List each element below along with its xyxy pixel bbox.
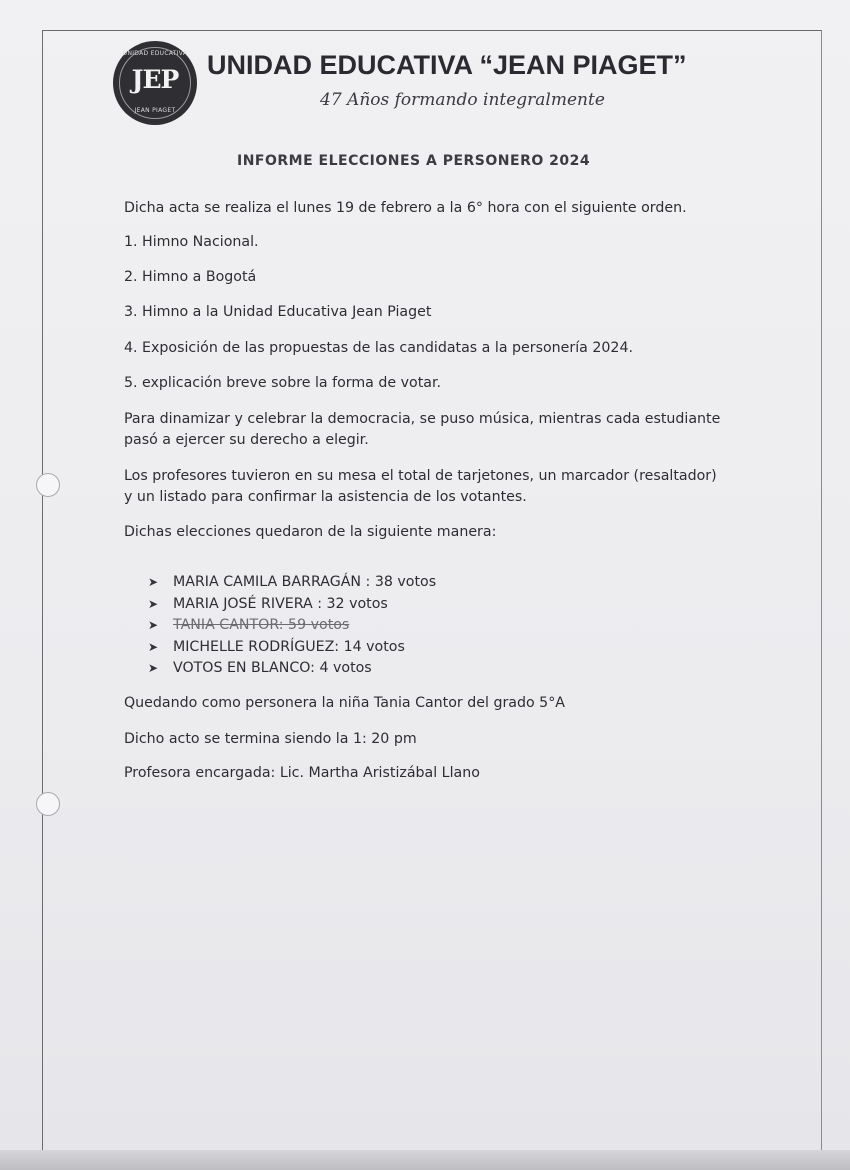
punch-hole bbox=[36, 473, 60, 497]
result-item-struck bbox=[148, 615, 436, 637]
music-paragraph-line-2: pasó a ejercer su derecho a elegir. bbox=[124, 432, 369, 448]
agenda-item: 3. Himno a la Unidad Educativa Jean Piaget bbox=[124, 304, 432, 320]
results-list bbox=[148, 572, 436, 680]
school-name: UNIDAD EDUCATIVA “JEAN PIAGET” bbox=[207, 50, 687, 80]
school-tagline: 47 Años formando integralmente bbox=[320, 90, 605, 110]
agenda-item: 5. explicación breve sobre la forma de votar. bbox=[124, 375, 441, 391]
arrow-icon: ➤ bbox=[148, 639, 159, 654]
arrow-icon: ➤ bbox=[148, 596, 159, 611]
result-item bbox=[148, 594, 436, 616]
arrow-icon: ➤ bbox=[148, 661, 159, 675]
intro-paragraph: Dicha acta se realiza el lunes 19 de febrero a la 6° hora con el siguiente orden. bbox=[124, 200, 687, 216]
signature-line: Profesora encargada: Lic. Martha Aristizábal Llano bbox=[124, 765, 480, 781]
result-label: MICHELLE RODRÍGUEZ: 14 votos bbox=[173, 638, 405, 655]
scan-edge bbox=[0, 1150, 850, 1170]
teachers-paragraph-line-1: Los profesores tuvieron en su mesa el total de tarjetones, un marcador (resaltador) bbox=[124, 468, 717, 484]
punch-hole bbox=[36, 792, 60, 816]
closing-paragraph: Dicho acto se termina siendo la 1: 20 pm bbox=[124, 731, 417, 747]
agenda-item: 2. Himno a Bogotá bbox=[124, 269, 257, 285]
music-paragraph-line-1: Para dinamizar y celebrar la democracia, se puso música, mientras cada estudiante bbox=[124, 411, 721, 427]
logo-ring-top-text: UNIDAD EDUCATIVA bbox=[122, 50, 188, 57]
report-title: INFORME ELECCIONES A PERSONERO 2024 bbox=[237, 153, 591, 169]
teachers-paragraph-line-2: y un listado para confirmar la asistencia de los votantes. bbox=[124, 489, 527, 505]
arrow-icon: ➤ bbox=[148, 575, 159, 589]
logo-monogram: JEP bbox=[131, 65, 179, 94]
outcome-paragraph: Quedando como personera la niña Tania Cantor del grado 5°A bbox=[124, 695, 566, 711]
school-logo bbox=[113, 41, 197, 125]
arrow-icon: ➤ bbox=[148, 618, 159, 632]
result-label: MARIA CAMILA BARRAGÁN : 38 votos bbox=[173, 574, 437, 590]
result-label: MARIA JOSÉ RIVERA : 32 votos bbox=[173, 595, 388, 612]
result-label: VOTOS EN BLANCO: 4 votos bbox=[173, 660, 372, 676]
agenda-item: 4. Exposición de las propuestas de las candidatas a la personería 2024. bbox=[124, 340, 633, 356]
result-item bbox=[148, 637, 436, 659]
results-intro: Dichas elecciones quedaron de la siguiente manera: bbox=[124, 524, 497, 540]
agenda-item: 1. Himno Nacional. bbox=[124, 234, 259, 250]
logo-ring-bottom-text: JEAN PIAGET bbox=[134, 107, 176, 114]
result-item bbox=[148, 658, 436, 680]
result-item bbox=[148, 572, 436, 594]
result-label: TANIA CANTOR: 59 votos bbox=[173, 617, 350, 633]
